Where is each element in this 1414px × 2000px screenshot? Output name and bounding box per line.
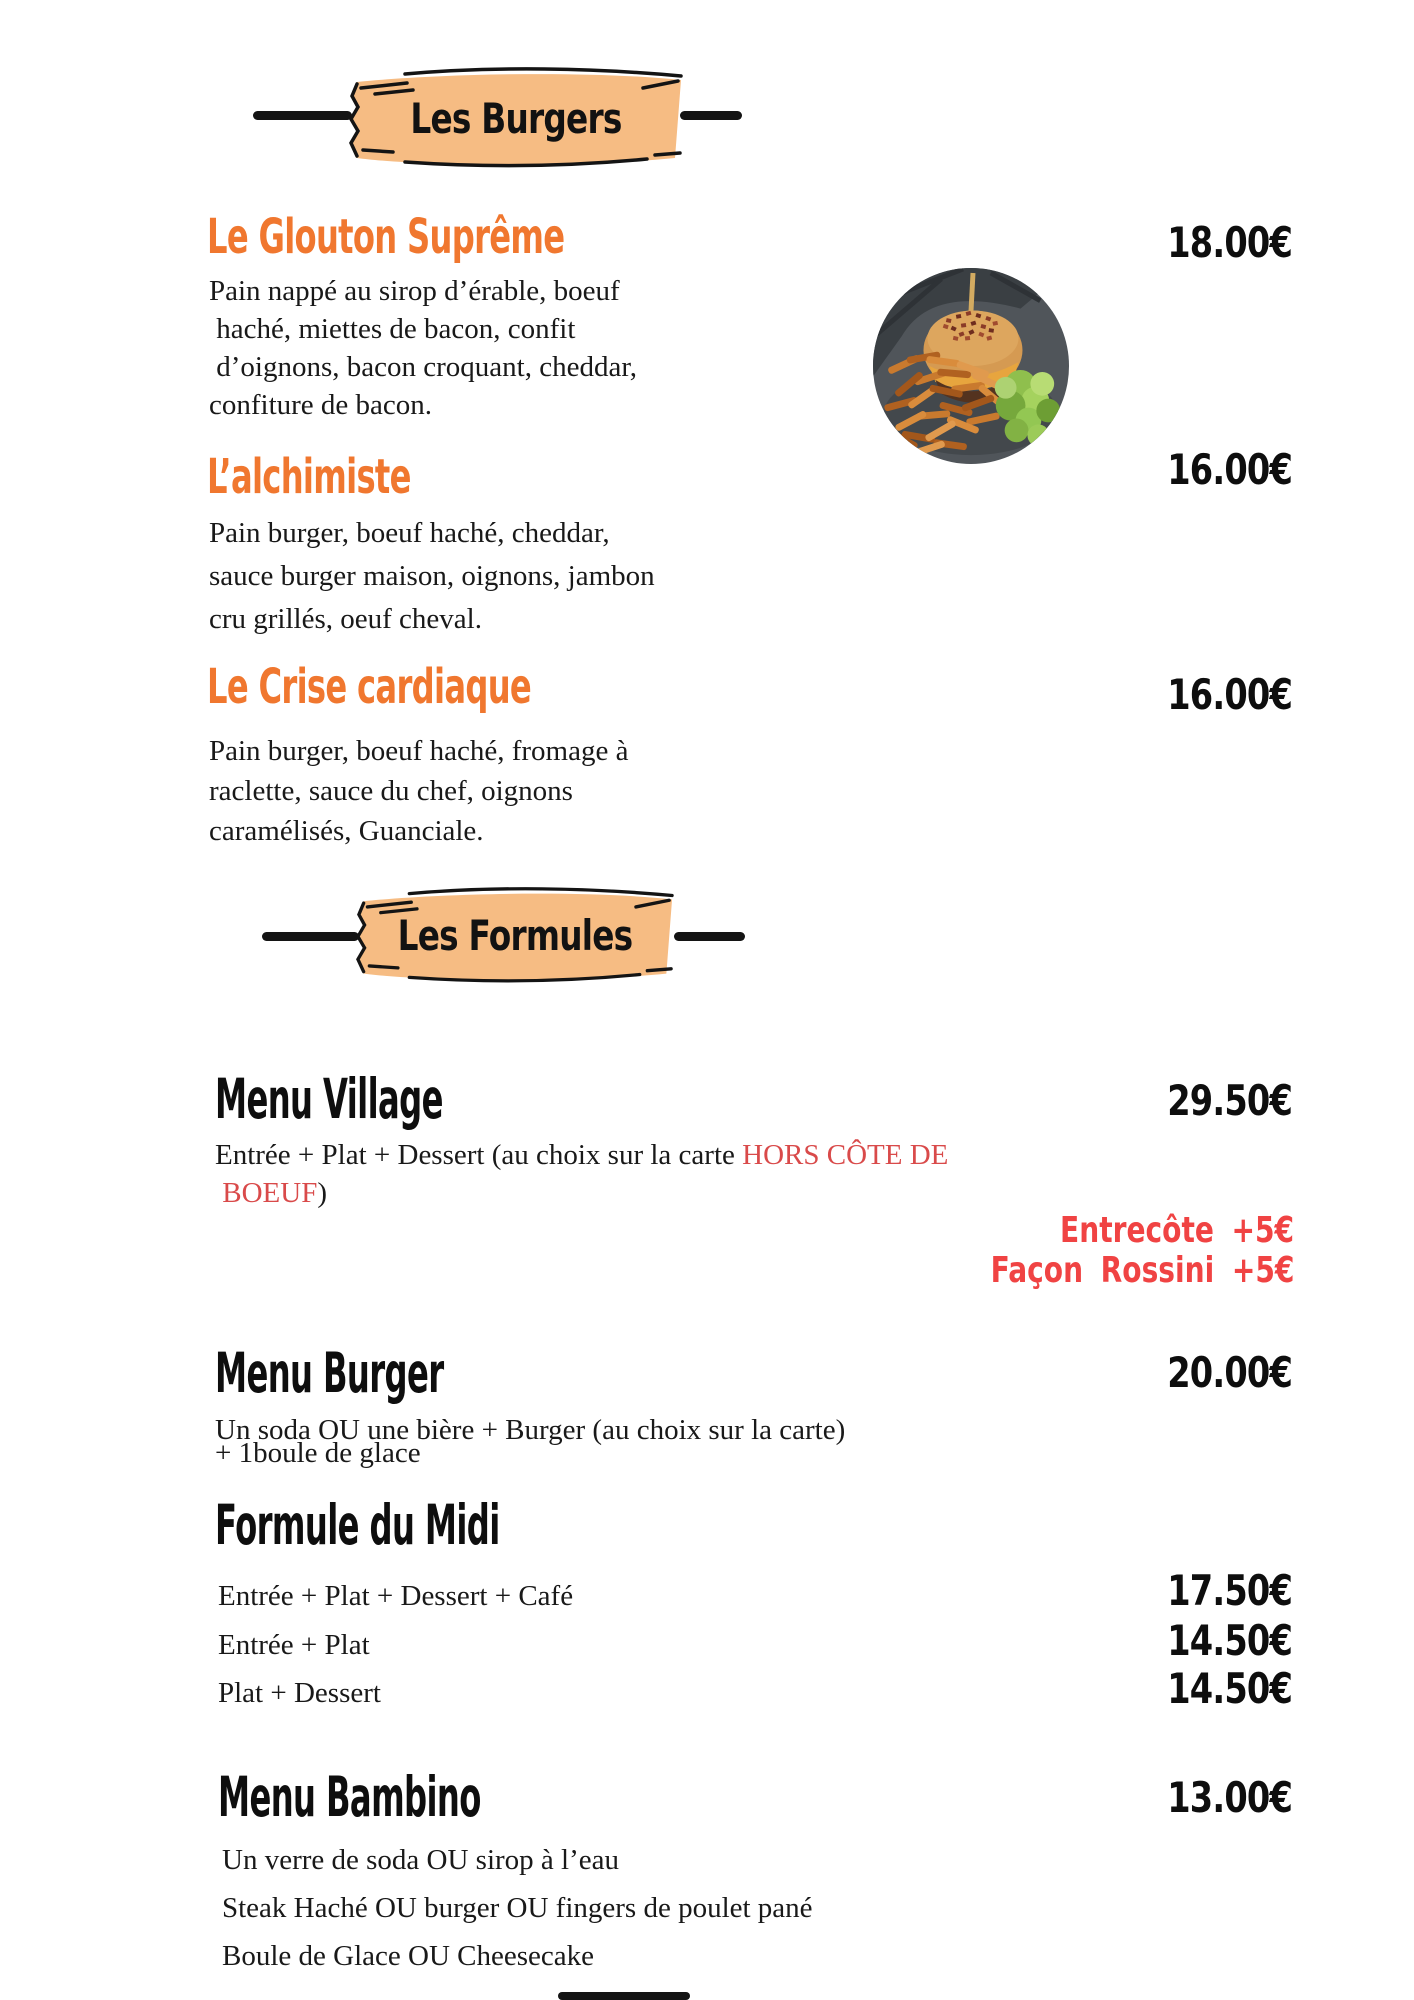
supplement-facon-rossini: Façon Rossini +5€: [990, 1250, 1294, 1291]
item-price-alchimiste: 16.00€: [1167, 445, 1292, 494]
desc-line: confiture de bacon.: [209, 389, 433, 421]
desc-line: Un verre de soda OU sirop à l’eau: [222, 1844, 619, 1876]
desc-text-black: Entrée + Plat + Dessert (au choix sur la carte: [215, 1139, 743, 1171]
supplement-entrecote: Entrecôte +5€: [1059, 1210, 1294, 1251]
desc-line: Steak Haché OU burger OU fingers de poulet pané: [222, 1892, 813, 1924]
desc-line: raclette, sauce du chef, oignons: [209, 775, 573, 807]
desc-line: [215, 1174, 948, 1212]
burger-photo: [872, 267, 1070, 465]
banner-left-line: [253, 111, 352, 120]
burger-photo-illustration: [872, 267, 1070, 465]
section-title-burgers: Les Burgers: [410, 93, 622, 143]
desc-line: Boule de Glace OU Cheesecake: [222, 1940, 595, 1972]
formule-row-label: Entrée + Plat: [218, 1628, 370, 1661]
menu-desc-bambino: [222, 1836, 813, 1980]
menu-price-bambino: 13.00€: [1167, 1773, 1292, 1822]
item-price-glouton-supreme: 18.00€: [1167, 218, 1292, 267]
item-title-alchimiste: L’alchimiste: [207, 448, 411, 505]
desc-text-red: HORS CÔTE DE: [742, 1139, 949, 1171]
formule-row-price: 14.50€: [1167, 1664, 1292, 1713]
menu-title-formule-midi: Formule du Midi: [215, 1494, 500, 1558]
menu-desc-village: [215, 1136, 948, 1212]
formule-row-label: Entrée + Plat + Dessert + Café: [218, 1580, 574, 1612]
item-desc-alchimiste: [209, 512, 655, 641]
item-title-glouton-supreme: Le Glouton Suprême: [207, 208, 565, 265]
menu-desc-formule-midi: [218, 1572, 573, 1718]
desc-line: Pain burger, boeuf haché, cheddar,: [209, 517, 610, 549]
item-price-crise-cardiaque: 16.00€: [1167, 670, 1292, 719]
menu-title-bambino: Menu Bambino: [218, 1766, 481, 1830]
banner-left-line: [262, 932, 359, 941]
desc-line: cru grillés, oeuf cheval.: [209, 603, 482, 635]
menu-price-burger: 20.00€: [1167, 1348, 1292, 1397]
desc-line: d’oignons, bacon croquant, cheddar,: [209, 351, 638, 383]
item-desc-glouton-supreme: [209, 272, 637, 424]
bottom-banner-line-partial: [558, 1992, 690, 2000]
menu-title-burger: Menu Burger: [215, 1342, 444, 1406]
desc-line: haché, miettes de bacon, confit: [209, 313, 576, 345]
desc-line: Un soda OU une bière + Burger (au choix sur la carte): [215, 1414, 846, 1446]
formule-row-price: 14.50€: [1167, 1616, 1292, 1665]
banner-right-line: [680, 111, 742, 120]
desc-line: + 1boule de glace: [215, 1437, 421, 1469]
desc-line: sauce burger maison, oignons, jambon: [209, 560, 655, 592]
desc-line: caramélisés, Guanciale.: [209, 815, 484, 847]
item-title-crise-cardiaque: Le Crise cardiaque: [207, 658, 532, 715]
formule-row-label: Plat + Dessert: [218, 1677, 381, 1709]
desc-line: [215, 1136, 948, 1174]
menu-price-village: 29.50€: [1167, 1076, 1292, 1125]
section-title-formules: Les Formules: [397, 911, 633, 960]
banner-right-line: [674, 932, 745, 941]
desc-text-red: BOEUF: [215, 1177, 318, 1209]
desc-text-black: ): [317, 1177, 327, 1209]
menu-desc-burger: [215, 1414, 846, 1469]
desc-line: Pain burger, boeuf haché, fromage à: [209, 735, 629, 767]
item-desc-crise-cardiaque: [209, 731, 628, 851]
formule-row-price: 17.50€: [1167, 1566, 1292, 1615]
menu-title-village: Menu Village: [215, 1068, 443, 1132]
desc-line: Pain nappé au sirop d’érable, boeuf: [209, 275, 620, 307]
